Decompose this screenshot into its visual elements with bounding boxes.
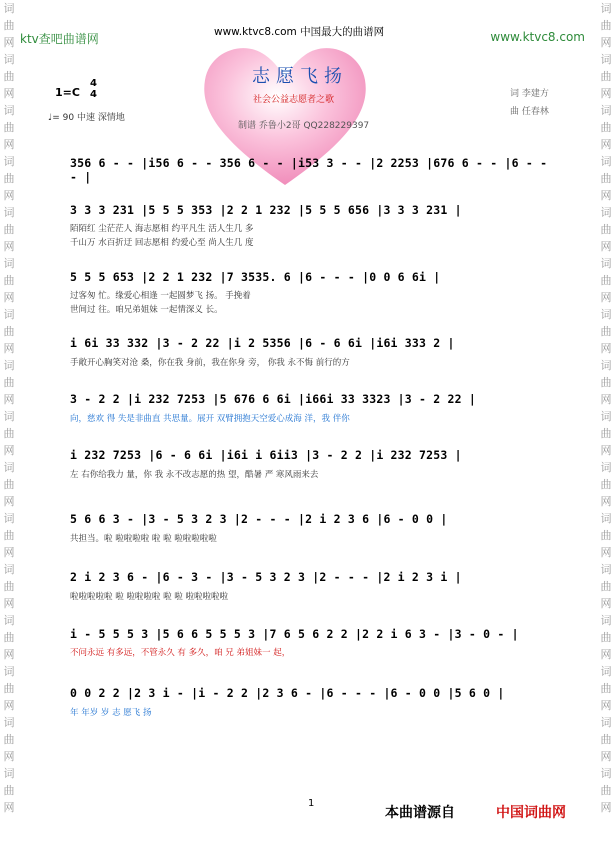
lyric-line: 千山万 水百折迂 回志愿相 约爱心至 尚人生几 度 [70, 238, 254, 248]
time-signature [90, 78, 97, 100]
time-signature-bottom: 4 [90, 89, 97, 100]
score-maker: 制谱 乔鲁小2哥 QQ228229397 [238, 121, 370, 131]
song-subtitle: 社会公益志愿者之歌 [253, 95, 335, 105]
score-line: 3 3 3 231 |5 5 5 353 |2 2 1 232 |5 5 5 656 |3 3 3 231 | [70, 203, 462, 217]
lyric-line: 手敞开心胸笑对沧 桑，你在我 身前，我在你身 旁， 你我 永不悔 前行的方 [70, 358, 350, 368]
page-number: 1 [308, 798, 315, 809]
lyric-line: 过客匆 忙。缘爱心相逢 一起圆梦飞 扬。 手挽着 [70, 291, 251, 301]
score-line: 2 i 2 3 6 - |6 - 3 - |3 - 5 3 2 3 |2 - - - |2 i 2 3 i | [70, 570, 462, 584]
lyric-line: 陌陌红 尘茫茫人 海志愿相 约平凡生 活人生几 多 [70, 224, 254, 234]
score-line: 5 6 6 3 - |3 - 5 3 2 3 |2 - - - |2 i 2 3 6 |6 - 0 0 | [70, 512, 448, 526]
score-line: i 232 7253 |6 - 6 6i |i6i i 6ii3 |3 - 2 2 |i 232 7253 | [70, 448, 462, 462]
lyricist-credit: 词 李建方 [510, 89, 549, 99]
score-line: 5 5 5 653 |2 2 1 232 |7 3535. 6 |6 - - - |0 0 6 6i | [70, 270, 441, 284]
lyric-line: 共担当。啦 啦啦啦啦 啦 啦 啦啦啦啦啦 [70, 534, 217, 544]
left-watermark-column: 词 曲 网 词 曲 网 词 曲 网 词 曲 网 词 曲 网 词 曲 网 词 曲 网 词 曲 网 词 曲 网 词 曲 网 词 曲 网 词 曲 网 词 曲 网 词 曲 网 词 曲 网 词 曲 网 [3, 2, 15, 814]
score-line: 356 6 - - |i56 6 - - 356 6 - - |i53 3 - - |2 2253 |676 6 - - |6 - - - | [70, 156, 548, 184]
lyric-line: 世间过 往。咱兄弟姐妹 一起情深义 长。 [70, 305, 223, 315]
score-line: i - 5 5 5 3 |5 6 6 5 5 5 3 |7 6 5 6 2 2 |2 2 i 6 3 - |3 - 0 - | [70, 627, 519, 641]
composer-credit: 曲 任春林 [510, 107, 549, 117]
score-line: 0 0 2 2 |2 3 i - |i - 2 2 |2 3 6 - |6 - - - |6 - 0 0 |5 6 0 | [70, 686, 505, 700]
lyric-line: 向，慈欢 得 失是非曲直 共思量。展开 双臂拥抱天空爱心成海 洋，我 伴你 [70, 414, 350, 424]
lyric-line: 不问永远 有多远，不管永久 有 多久，咱 兄 弟姐妹一 起， [70, 648, 291, 658]
time-signature-top: 4 [90, 78, 97, 89]
score-line: i 6i 33 332 |3 - 2 22 |i 2 5356 |6 - 6 6i |i6i 333 2 | [70, 336, 455, 350]
source-site-link[interactable]: 中国词曲网 [496, 805, 566, 821]
left-site-label: ktv查吧曲谱网 [20, 32, 99, 46]
tempo-marking: ♩= 90 中速 深情地 [48, 113, 125, 123]
lyric-line: 年 年岁 岁 志 愿飞 扬 [70, 708, 152, 718]
score-line: 3 - 2 2 |i 232 7253 |5 676 6 6i |i66i 33 3323 |3 - 2 22 | [70, 392, 477, 406]
lyric-line: 啦啦啦啦啦 啦 啦啦啦啦 啦 啦 啦啦啦啦啦 [70, 592, 229, 602]
right-site-label: www.ktvc8.com [490, 30, 585, 44]
top-center-site-label: www.ktvc8.com 中国最大的曲谱网 [214, 26, 385, 38]
key-signature: 1=C [55, 86, 80, 99]
song-title: 志愿飞扬 [252, 66, 348, 87]
lyric-line: 左 右你给我力 量，你 我 永不改志愿的热 望，酷暑 严 寒风雨来去 [70, 470, 319, 480]
source-label: 本曲谱源自 [385, 805, 455, 821]
right-watermark-column: 词 曲 网 词 曲 网 词 曲 网 词 曲 网 词 曲 网 词 曲 网 词 曲 网 词 曲 网 词 曲 网 词 曲 网 词 曲 网 词 曲 网 词 曲 网 词 曲 网 词 曲 网 词 曲 网 [600, 2, 612, 814]
